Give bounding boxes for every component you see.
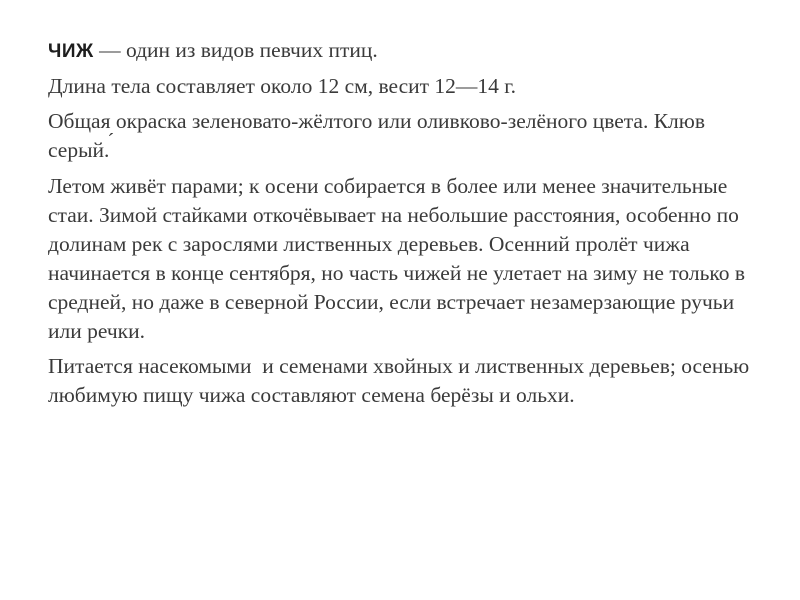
paragraph-color bbox=[48, 107, 768, 166]
paragraph-diet: Питается насекомыми и семенами хвойных и лиственных деревьев; осенью любимую пищу чижа составляют семена берёзы и ольхи. bbox=[48, 354, 755, 407]
term-title: ЧИЖ bbox=[48, 41, 94, 62]
paragraph-intro bbox=[48, 36, 768, 66]
accent-mark: ´ bbox=[107, 130, 115, 152]
paragraph-behavior: Летом живёт парами; к осени собирается в более или менее значительные стаи. Зимой стайками откочёвывает на небольшие расстояния, особенно по долинам рек с зарослями лиственных деревьев. Осенний пролёт чижа начинается в конце сентября, но часть чижей не улетает на зиму не только в средней, но даже в северной России, если встречает незамерзающие ручьи или речки. bbox=[48, 174, 746, 343]
paragraph-size: Длина тела составляет около 12 см, весит 12—14 г. bbox=[48, 74, 517, 98]
intro-text: — один из видов певчих птиц. bbox=[93, 38, 378, 62]
color-text: Общая окраска зеленовато-жёлтого или оливково-зелёного цвета. Клюв серый. bbox=[48, 109, 705, 162]
slide-body bbox=[48, 36, 768, 416]
